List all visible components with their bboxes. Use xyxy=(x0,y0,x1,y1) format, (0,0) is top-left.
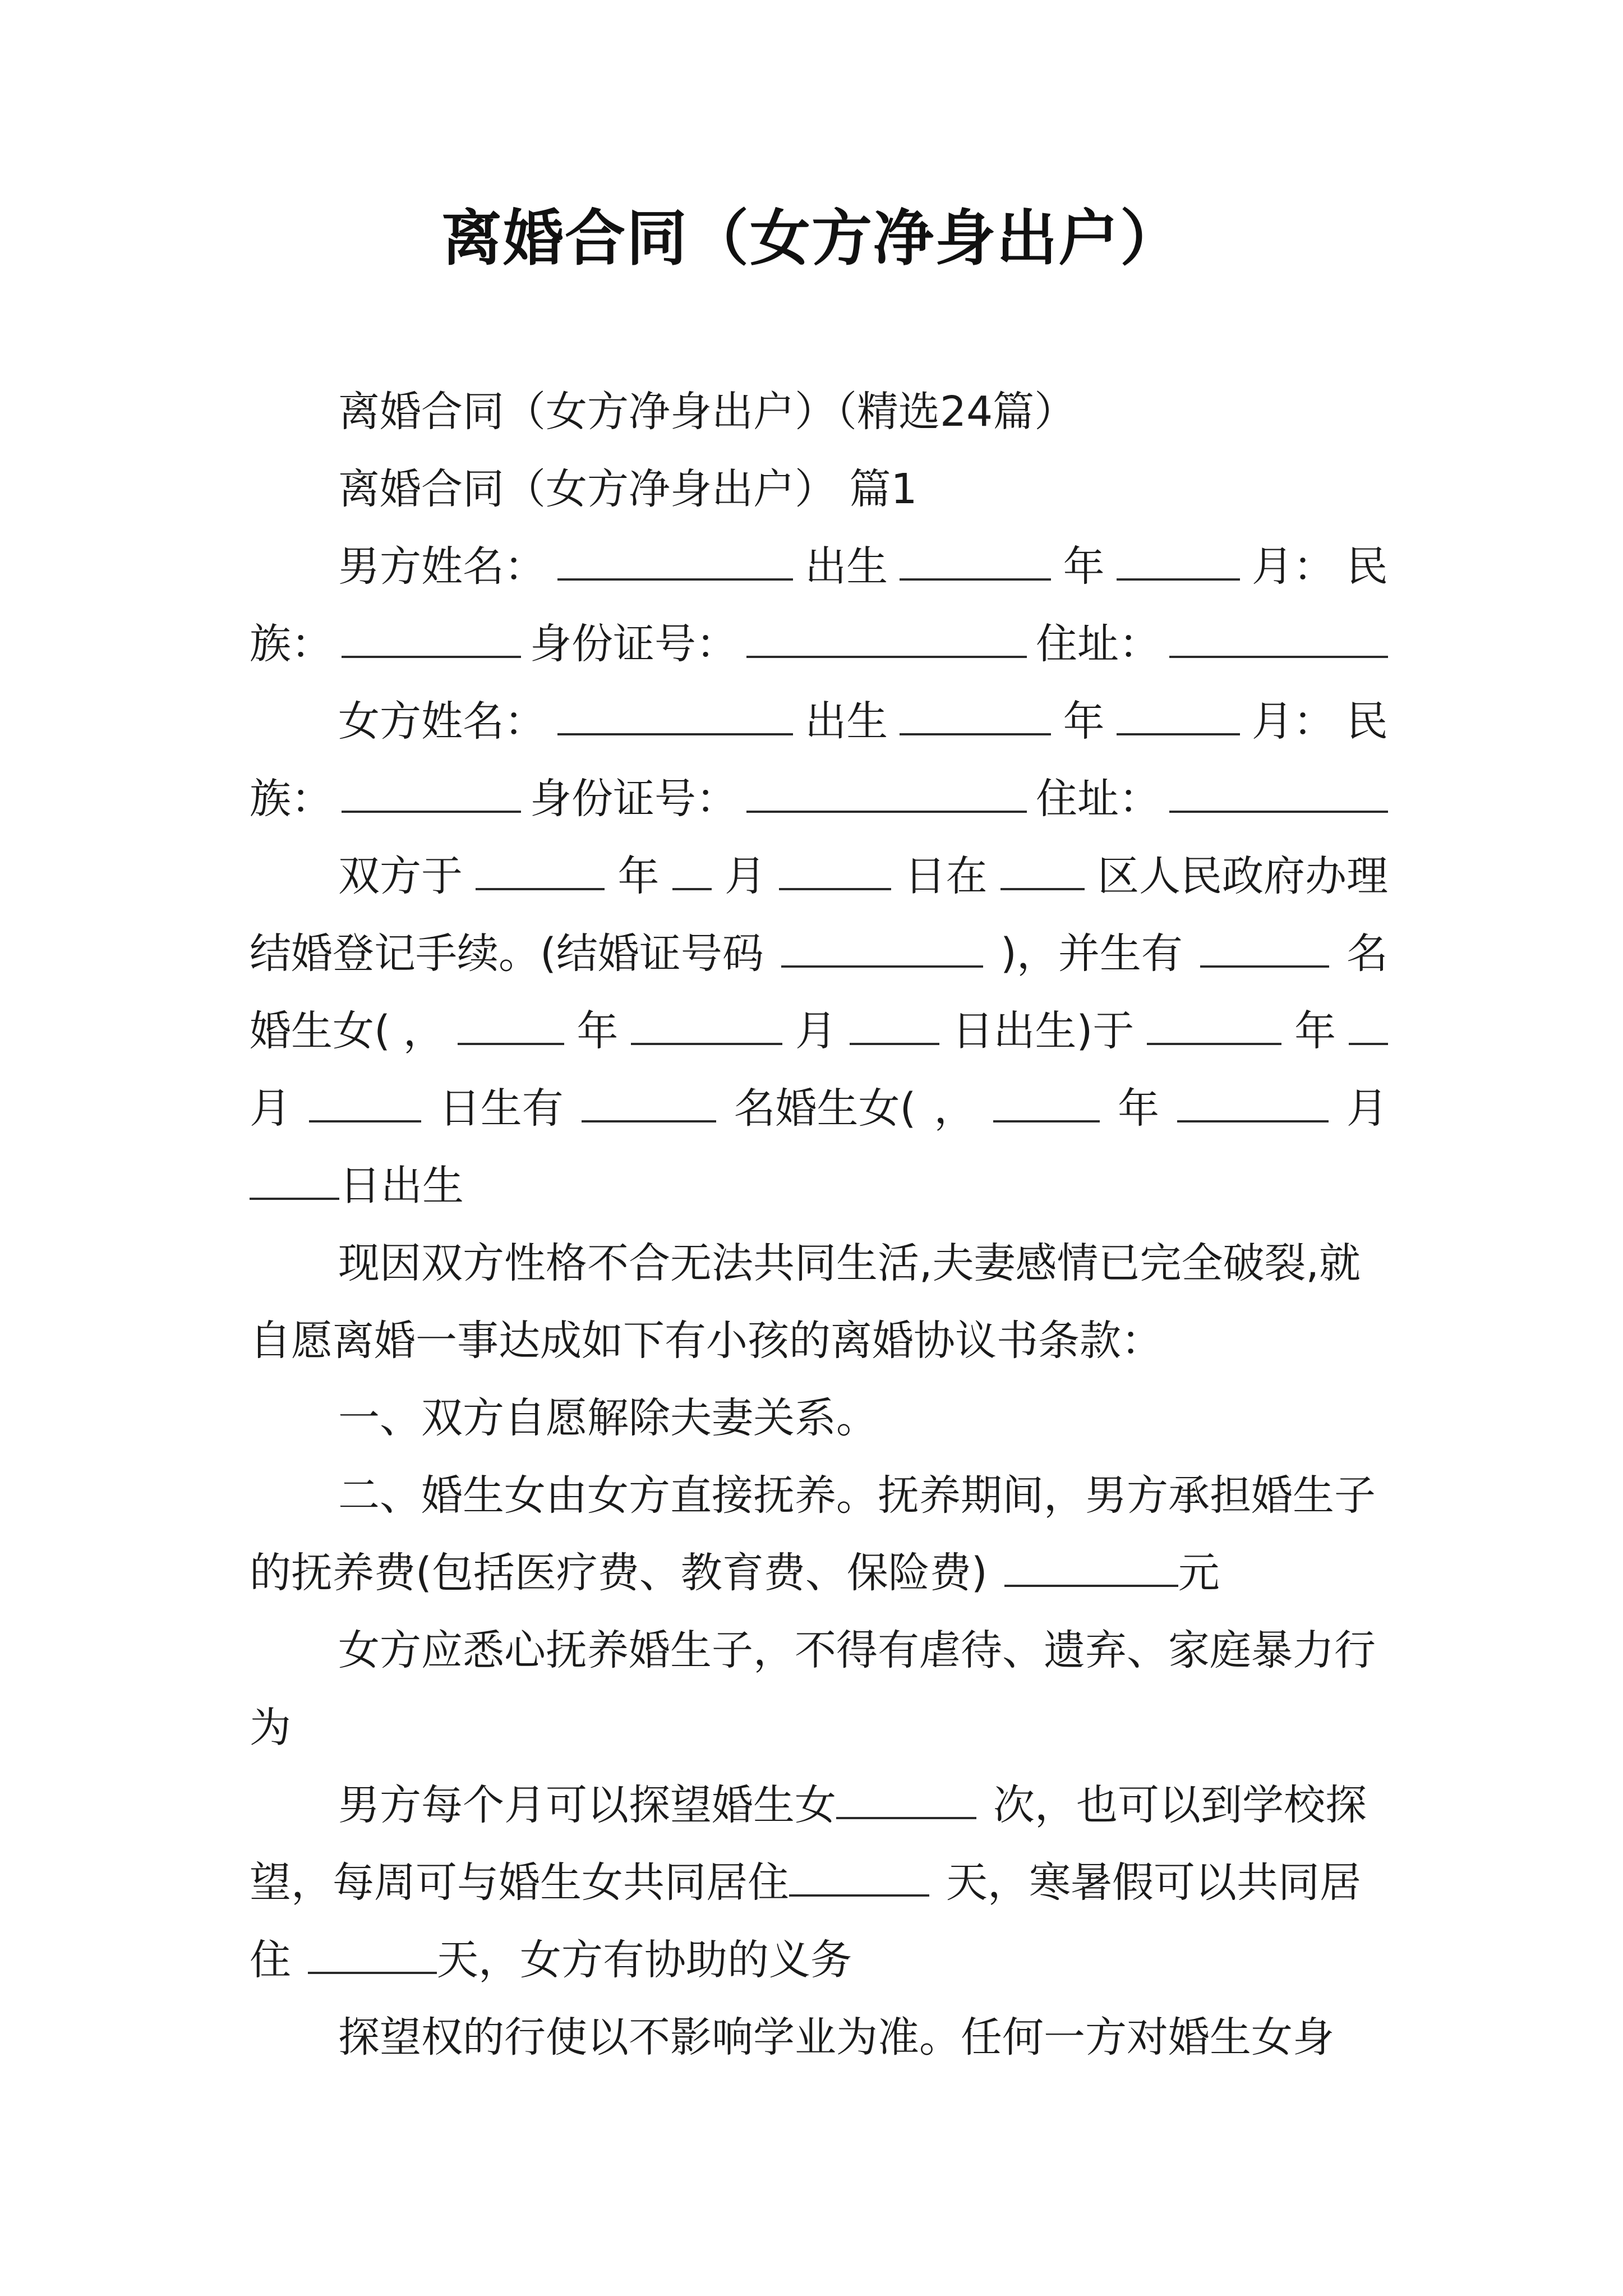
woman-name-blank[interactable] xyxy=(557,697,793,735)
man-ethnicity-label-start: 民 xyxy=(1346,542,1388,591)
marriage-text: 结婚登记手续。(结婚证号码 xyxy=(250,930,764,978)
woman-ethnicity-label-start: 民 xyxy=(1346,697,1388,746)
child2-day-blank[interactable] xyxy=(309,1084,421,1122)
marriage-text: )，并生有 xyxy=(1000,930,1183,978)
child3-year-blank[interactable] xyxy=(993,1084,1100,1122)
child2-count-blank[interactable] xyxy=(582,1084,716,1122)
woman-birth-label: 出生 xyxy=(805,697,888,746)
visit-text: 天，女方有协助的义务 xyxy=(437,1936,852,1984)
paragraph-visitation xyxy=(250,1766,1388,1999)
marriage-text: 名婚生女( xyxy=(734,1084,916,1133)
marriage-text: 月 xyxy=(795,1007,837,1055)
child2-month-blank[interactable] xyxy=(1349,1007,1388,1045)
marriage-district-blank[interactable] xyxy=(1000,852,1085,890)
marriage-cert-blank[interactable] xyxy=(781,930,983,968)
support-fee-blank[interactable] xyxy=(1004,1549,1178,1587)
marriage-text: 年 xyxy=(1118,1084,1160,1133)
marriage-line-1 xyxy=(250,838,1388,915)
woman-info-line-1 xyxy=(250,683,1388,760)
clause-2-text: 二、婚生女由女方直接抚养。抚养期间，男方承担婚生子的抚养费(包括医疗费、教育费、保险费) xyxy=(250,1471,1376,1597)
marriage-text: 月 xyxy=(725,852,766,900)
man-birth-year-blank[interactable] xyxy=(900,542,1051,581)
woman-info-line-2 xyxy=(250,760,1388,838)
woman-ethnicity-label-end: 族： xyxy=(250,775,333,823)
visit-text: 天，寒暑假可以共同居住 xyxy=(250,1858,1361,1984)
marriage-text: 年 xyxy=(617,852,660,900)
woman-id-label: 身份证号： xyxy=(530,775,737,823)
marriage-text: 日出生 xyxy=(339,1162,464,1210)
woman-year-label: 年 xyxy=(1063,697,1105,746)
marriage-text: 日出生)于 xyxy=(952,1007,1135,1055)
man-address-label: 住址： xyxy=(1036,620,1160,668)
child3-month-blank[interactable] xyxy=(1177,1084,1329,1122)
marriage-text: ， xyxy=(934,1084,976,1133)
marriage-line-5 xyxy=(250,1147,1388,1225)
document-subtitle: 离婚合同（女方净身出户）（精选24篇） xyxy=(338,388,1076,436)
man-address-blank[interactable] xyxy=(1169,620,1388,658)
marriage-text: 日在 xyxy=(904,852,988,900)
visit-times-blank[interactable] xyxy=(836,1781,976,1819)
marriage-text: ， xyxy=(403,1007,445,1055)
child2-year-blank[interactable] xyxy=(1147,1007,1281,1045)
woman-birth-year-blank[interactable] xyxy=(900,697,1051,735)
marriage-line-4 xyxy=(250,1070,1388,1147)
marriage-year-blank[interactable] xyxy=(476,852,605,890)
child1-year-blank[interactable] xyxy=(458,1007,564,1045)
marriage-text: 区人民政府办理 xyxy=(1098,852,1388,900)
paragraph-care: 女方应悉心抚养婚生子，不得有虐待、遗弃、家庭暴力行为 xyxy=(250,1626,1376,1752)
man-ethnicity-label-end: 族： xyxy=(250,620,333,668)
document-body xyxy=(250,373,1388,2076)
visit-text: 男方每个月可以探望婚生女 xyxy=(338,1781,836,1829)
man-birth-label: 出生 xyxy=(805,542,888,591)
marriage-text: 婚生女( xyxy=(250,1007,390,1055)
man-birth-month-blank[interactable] xyxy=(1117,542,1240,581)
man-name-label: 男方姓名： xyxy=(338,542,546,591)
man-id-label: 身份证号： xyxy=(530,620,737,668)
marriage-text: 年 xyxy=(577,1007,619,1055)
woman-ethnicity-blank[interactable] xyxy=(342,775,521,813)
man-year-label: 年 xyxy=(1063,542,1105,591)
document-title: 离婚合同（女方净身出户） xyxy=(441,203,1182,274)
woman-birth-month-blank[interactable] xyxy=(1117,697,1240,735)
marriage-text: 日生有 xyxy=(439,1084,564,1133)
woman-address-blank[interactable] xyxy=(1169,775,1388,813)
woman-address-label: 住址： xyxy=(1036,775,1160,823)
clause-2 xyxy=(250,1457,1388,1612)
woman-month-label: 月： xyxy=(1251,697,1335,746)
marriage-text: 月 xyxy=(1346,1084,1388,1133)
marriage-text: 月 xyxy=(250,1084,291,1133)
weekly-days-blank[interactable] xyxy=(789,1858,929,1897)
visit-text: 次，也可以到学校探望，每周可与婚生女共同居住 xyxy=(250,1781,1367,1907)
child3-day-blank[interactable] xyxy=(250,1162,339,1200)
marriage-month-blank[interactable] xyxy=(672,852,712,890)
man-info-line-2 xyxy=(250,605,1388,683)
man-id-blank[interactable] xyxy=(746,620,1027,658)
marriage-text: 名 xyxy=(1347,930,1388,978)
paragraph-reason: 现因双方性格不合无法共同生活,夫妻感情已完全破裂,就自愿离婚一事达成如下有小孩的离婚协议书条款： xyxy=(250,1239,1361,1365)
marriage-text: 年 xyxy=(1294,1007,1336,1055)
woman-name-label: 女方姓名： xyxy=(338,697,546,746)
clause-2-unit: 元 xyxy=(1178,1549,1220,1597)
marriage-text: 双方于 xyxy=(338,852,463,900)
man-ethnicity-blank[interactable] xyxy=(342,620,521,658)
child1-day-blank[interactable] xyxy=(850,1007,939,1045)
man-info-line-1 xyxy=(250,528,1388,605)
holiday-days-blank[interactable] xyxy=(308,1936,437,1974)
paragraph-visit-rights: 探望权的行使以不影响学业为准。任何一方对婚生女身 xyxy=(338,2013,1334,2062)
marriage-line-2 xyxy=(250,915,1388,992)
children-count-blank[interactable] xyxy=(1200,930,1329,968)
man-month-label: 月： xyxy=(1251,542,1335,591)
section-heading: 离婚合同（女方净身出户） 篇1 xyxy=(338,465,917,513)
woman-id-blank[interactable] xyxy=(746,775,1027,813)
clause-1: 一、双方自愿解除夫妻关系。 xyxy=(338,1394,878,1442)
marriage-line-3 xyxy=(250,992,1388,1070)
marriage-day-blank[interactable] xyxy=(779,852,891,890)
man-name-blank[interactable] xyxy=(557,542,793,581)
child1-month-blank[interactable] xyxy=(631,1007,782,1045)
